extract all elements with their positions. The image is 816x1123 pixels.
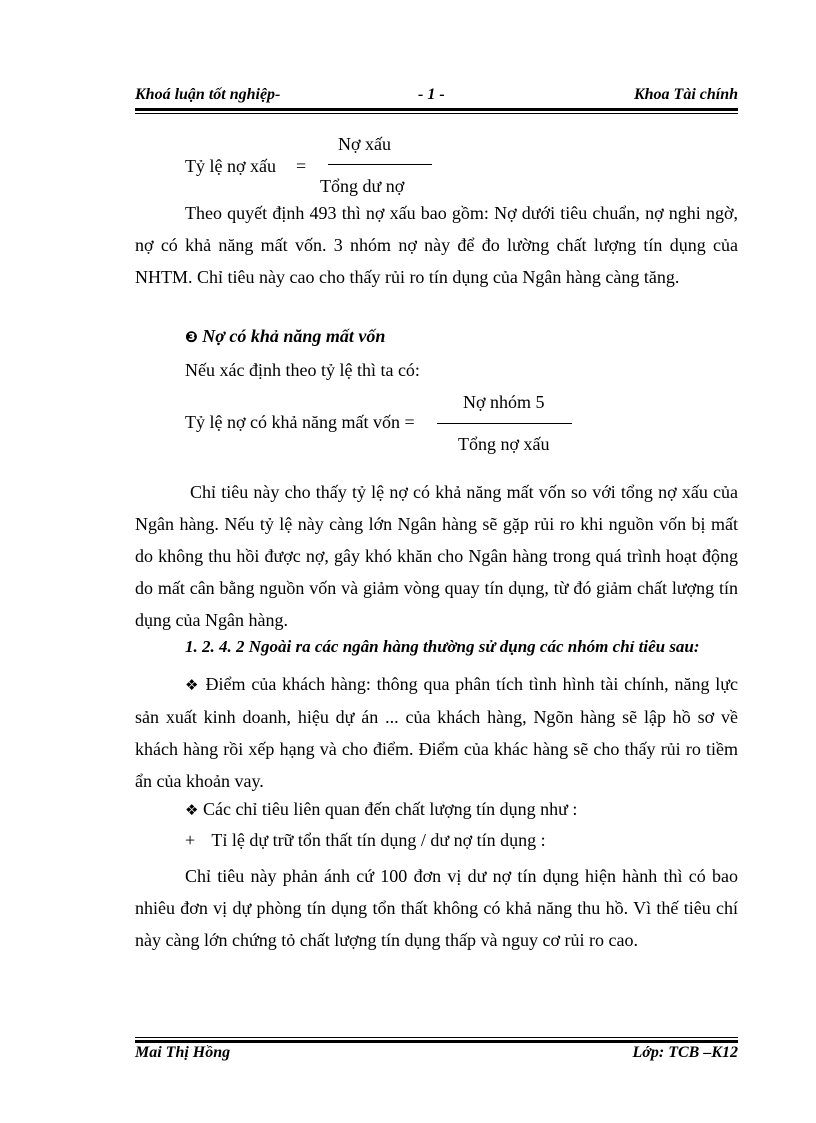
heading-loss-debt [185, 326, 385, 347]
plus-item-reserve-ratio [185, 830, 546, 851]
formula2-fraction-bar [437, 423, 572, 424]
header-thesis-title: Khoá luận tốt nghiệp- [135, 86, 281, 103]
header-faculty: Khoa Tài chính [633, 86, 738, 103]
footer-author: Mai Thị Hồng [135, 1044, 231, 1061]
formula1-fraction-bar [328, 164, 432, 165]
bullet-customer-score [135, 668, 738, 797]
bullet-customer-score-text: Điểm của khách hàng: thông qua phân tích tình hình tài chính, năng lực sản xuất kinh doanh, hiệu dự án ... của khách hàng, Ngõn hàng sẽ lập hồ sơ về khách hàng rồi xếp hạng và cho điểm. Điểm của khác hàng sẽ cho thấy rủi ro tiềm ẩn của khoản vay. [135, 674, 738, 791]
diamond-bullet-icon: ❖ [185, 676, 200, 694]
header-rule-thick [135, 108, 738, 111]
paragraph-reserve-ratio-explanation: Chỉ tiêu này phản ánh cứ 100 đơn vị dư nợ tín dụng hiện hành thì có bao nhiêu đơn vị dự phòng tín dụng tổn thất không có khả năng thu hồ. Vì thế tiêu chí này càng lớn chứng tỏ chất lượng tín dụng thấp và nguy cơ rủi ro cao. [135, 866, 738, 950]
page-header [135, 86, 738, 108]
header-page-number: - 1 - [418, 86, 445, 103]
footer-rule-thick [135, 1040, 738, 1043]
page-footer [135, 1044, 738, 1066]
intro-line: Nếu xác định theo tỷ lệ thì ta có: [185, 360, 420, 380]
plus-item-text: Tỉ lệ dự trữ tổn thất tín dụng / dư nợ tín dụng : [211, 830, 546, 850]
header-rule-thin [135, 113, 738, 114]
paragraph-loss-debt-explanation: Chỉ tiêu này cho thấy tỷ lệ nợ có khả năng mất vốn so với tổng nợ xấu của Ngân hàng. Nếu tỷ lệ này càng lớn Ngân hàng sẽ gặp rủi ro khi nguồn vốn bị mất do không thu hồi được nợ, gây khó khăn cho Ngân hàng trong quá trình hoạt động do mất cân bằng nguồn vốn và giảm vòng quay tín dụng, từ đó giảm chất lượng tín dụng của Ngân hàng. [135, 482, 738, 630]
formula1-denominator: Tổng dư nợ [320, 176, 405, 196]
formula1-label: Tỷ lệ nợ xấu [185, 156, 276, 176]
footer-rule-thin [135, 1037, 738, 1038]
paragraph-bad-debt-definition: Theo quyết định 493 thì nợ xấu bao gồm: Nợ dưới tiêu chuẩn, nợ nghi ngờ, nợ có khả năng mất vốn. 3 nhóm nợ này để đo lường chất lượng tín dụng của NHTM. Chỉ tiêu này cao cho thấy rủi ro tín dụng của Ngân hàng càng tăng. [135, 203, 738, 287]
section-heading-other-indicators: 1. 2. 4. 2 Ngoài ra các ngân hàng thường sử dụng các nhóm chỉ tiêu sau: [185, 637, 700, 656]
formula1-equals: = [296, 156, 307, 176]
heading-loss-debt-text: Nợ có khả năng mất vốn [202, 326, 386, 346]
formula2-denominator: Tổng nợ xấu [458, 434, 550, 454]
footer-class: Lớp: TCB –K12 [632, 1044, 738, 1061]
bullet-quality-indicators [185, 799, 577, 820]
diamond-bullet-icon: ❖ [185, 801, 199, 819]
formula2-label: Tỷ lệ nợ có khả năng mất vốn = [185, 412, 415, 432]
formula1-numerator: Nợ xấu [338, 134, 392, 154]
bullet-three-icon: ❸ [185, 328, 198, 346]
bullet-quality-indicators-text: Các chỉ tiêu liên quan đến chất lượng tín dụng như : [202, 799, 578, 819]
plus-icon: + [185, 830, 196, 850]
formula2-numerator: Nợ nhóm 5 [463, 392, 545, 412]
